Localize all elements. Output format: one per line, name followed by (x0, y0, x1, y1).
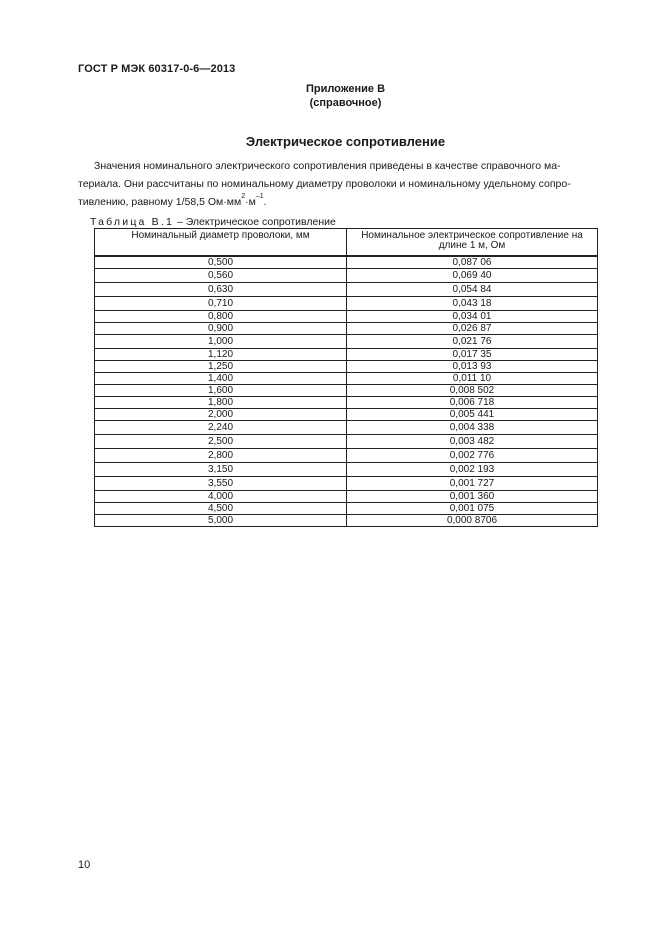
diameter-cell: 1,600 (95, 385, 347, 397)
superscript-2: 2 (241, 193, 246, 200)
table-row (95, 335, 598, 349)
table-row (95, 463, 598, 477)
table-row (95, 491, 598, 503)
resistance-cell: 0,011 10 (347, 373, 598, 385)
resistance-cell: 0,026 87 (347, 323, 598, 335)
resistance-cell: 0,000 8706 (347, 515, 598, 527)
diameter-cell: 0,710 (95, 297, 347, 311)
resistance-cell: 0,006 718 (347, 397, 598, 409)
paragraph-line-1: Значения номинального электрического сопротивления приведены в качестве справочного ма- (94, 160, 561, 172)
diameter-cell: 1,250 (95, 361, 347, 373)
table-row (95, 349, 598, 361)
paragraph-line-3-mid: ·м (245, 196, 256, 208)
diameter-cell: 2,000 (95, 409, 347, 421)
resistance-cell: 0,001 075 (347, 503, 598, 515)
appendix-title: Приложение В (305, 83, 386, 95)
paragraph-line-3 (78, 193, 609, 213)
resistance-cell: 0,005 441 (347, 409, 598, 421)
table-row (95, 503, 598, 515)
table-row (95, 409, 598, 421)
diameter-cell: 3,550 (95, 477, 347, 491)
diameter-cell: 1,120 (95, 349, 347, 361)
resistance-cell: 0,034 01 (347, 311, 598, 323)
table-row (95, 397, 598, 409)
table-row (95, 421, 598, 435)
table-row (95, 477, 598, 491)
table-row (95, 449, 598, 463)
page-number: 10 (78, 859, 91, 871)
table-caption (90, 216, 336, 228)
diameter-cell: 4,500 (95, 503, 347, 515)
header-resistance: Номинальное электрическое сопротивление на длине 1 м, Ом (347, 229, 598, 257)
diameter-cell: 0,900 (95, 323, 347, 335)
table-caption-label: Таблица В.1 (90, 216, 175, 228)
table-row (95, 311, 598, 323)
resistance-cell: 0,021 76 (347, 335, 598, 349)
resistance-cell: 0,043 18 (347, 297, 598, 311)
resistance-cell: 0,087 06 (347, 256, 598, 269)
resistance-cell: 0,001 727 (347, 477, 598, 491)
resistance-cell: 0,017 35 (347, 349, 598, 361)
paragraph-line-3-prefix: тивлению, равному 1/58,5 Ом·мм (78, 196, 242, 208)
resistance-cell: 0,002 193 (347, 463, 598, 477)
table-caption-text: – Электрическое сопротивление (174, 216, 336, 228)
table-row (95, 515, 598, 527)
table-row (95, 283, 598, 297)
resistance-cell: 0,004 338 (347, 421, 598, 435)
resistance-cell: 0,008 502 (347, 385, 598, 397)
diameter-cell: 0,630 (95, 283, 347, 297)
table-row (95, 361, 598, 373)
paragraph-line-3-suffix: . (263, 196, 267, 208)
table-row (95, 373, 598, 385)
diameter-cell: 2,240 (95, 421, 347, 435)
resistance-cell: 0,001 360 (347, 491, 598, 503)
diameter-cell: 4,000 (95, 491, 347, 503)
intro-paragraph (78, 157, 609, 213)
diameter-cell: 5,000 (95, 515, 347, 527)
section-title: Электрическое сопротивление (245, 134, 446, 149)
paragraph-line-2: териала. Они рассчитаны по номинальному диаметру проволоки и номинальному удельному сопро- (78, 178, 571, 190)
table-row (95, 269, 598, 283)
table-row (95, 256, 598, 269)
resistance-cell: 0,054 84 (347, 283, 598, 297)
resistance-table (94, 228, 598, 527)
table-row (95, 435, 598, 449)
resistance-cell: 0,069 40 (347, 269, 598, 283)
diameter-cell: 2,500 (95, 435, 347, 449)
diameter-cell: 1,400 (95, 373, 347, 385)
diameter-cell: 3,150 (95, 463, 347, 477)
table-row (95, 297, 598, 311)
resistance-cell: 0,002 776 (347, 449, 598, 463)
resistance-cell: 0,003 482 (347, 435, 598, 449)
table-row (95, 385, 598, 397)
resistance-cell: 0,013 93 (347, 361, 598, 373)
header-diameter: Номинальный диаметр проволоки, мм (95, 229, 347, 257)
appendix-subtitle: (справочное) (309, 97, 382, 109)
superscript-minus-1: –1 (255, 193, 264, 200)
diameter-cell: 0,560 (95, 269, 347, 283)
table-header-row (95, 229, 598, 257)
diameter-cell: 2,800 (95, 449, 347, 463)
diameter-cell: 1,000 (95, 335, 347, 349)
diameter-cell: 0,800 (95, 311, 347, 323)
diameter-cell: 0,500 (95, 256, 347, 269)
diameter-cell: 1,800 (95, 397, 347, 409)
standard-code: ГОСТ Р МЭК 60317-0-6—2013 (78, 63, 236, 75)
table-row (95, 323, 598, 335)
